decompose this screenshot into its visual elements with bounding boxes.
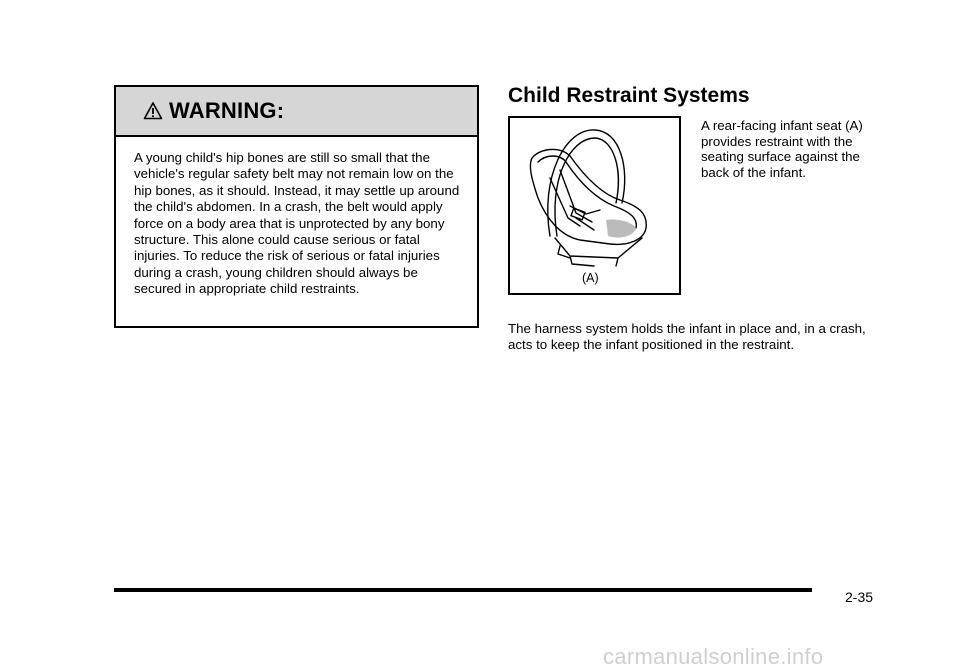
section-title: Child Restraint Systems [508,84,750,107]
body-paragraph: The harness system holds the infant in place and, in a crash, acts to keep the infant positioned in the restraint. [508,321,866,353]
figure-label: (A) [582,271,599,285]
warning-header [116,87,477,137]
figure-caption: A rear-facing infant seat (A) provides restraint with the seating surface against the back of the infant. [701,118,863,180]
watermark: carmanualsonline.info [603,644,824,669]
warning-triangle-icon [143,101,163,121]
footer-rule [114,588,812,592]
warning-title: WARNING: [169,98,285,123]
infant-seat-illustration [510,118,679,293]
warning-text: A young child's hip bones are still so small that the vehicle's regular safety belt may not remain low on the hip bones, as it should. Instead, it may settle up around the child's abdomen. In a crash, the belt would apply force on a body area that is unprotected by any bony structure. This alone could cause serious or fatal injuries. To reduce the risk of serious or fatal injuries during a crash, young children should always be secured in appropriate child restraints. [134,150,460,297]
warning-box [114,85,479,328]
infant-seat-figure [508,116,681,295]
page-number: 2-35 [845,589,874,605]
